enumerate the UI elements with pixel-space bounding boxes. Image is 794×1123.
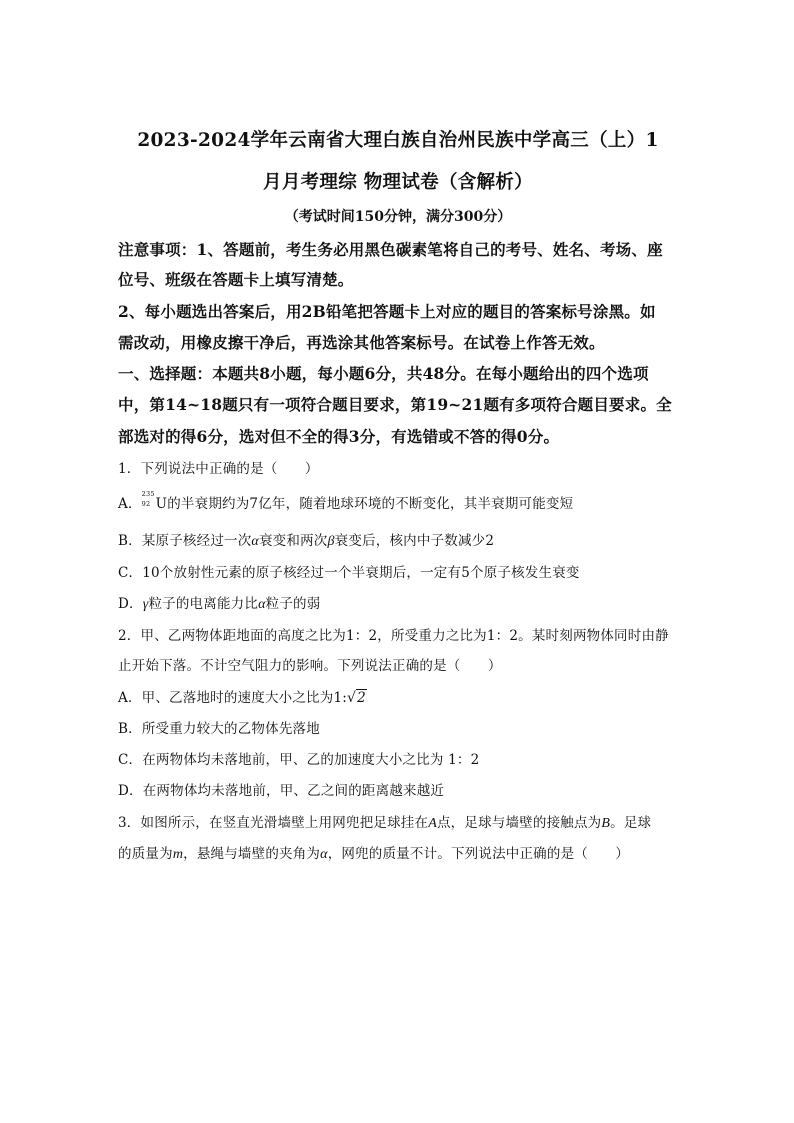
- alpha-symbol: α: [320, 847, 328, 862]
- q1-d-mid: 粒子的电离能力比: [148, 596, 259, 612]
- notes-line-2: 位号、班级在答题卡上填写清楚。: [118, 270, 354, 289]
- q3-l1-pre: 3．如图所示，在竖直光滑墙壁上用网兜把足球挂在: [118, 815, 429, 831]
- q2-option-a: [118, 686, 678, 706]
- sqrt-sign: √: [347, 690, 357, 706]
- sqrt-value: 2: [357, 690, 366, 706]
- q3-stem-line-2: [118, 842, 678, 863]
- q1-option-c: C．10个放射性元素的原子核经过一个半衰期后，一定有5个原子核发生衰变: [118, 565, 580, 581]
- q1-stem: 1．下列说法中正确的是（ ）: [118, 461, 319, 477]
- q1-a-text: 的半衰期约为7亿年，随着地球环境的不断变化，其半衰期可能变短: [167, 496, 574, 512]
- atomic-number: 92: [141, 500, 151, 508]
- beta-symbol: β: [327, 534, 335, 549]
- q1-option-a: [118, 492, 678, 512]
- section1-line-3: 部选对的得6分，选对但不全的得3分，有选错或不答的得0分。: [118, 427, 560, 446]
- q1-option-d: [118, 592, 678, 613]
- notes-line-3: 2、每小题选出答案后，用2B铅笔把答题卡上对应的题目的答案标号涂黑。如: [118, 302, 656, 321]
- gamma-symbol: γ: [142, 597, 149, 612]
- q2-stem-line-1: 2．甲、乙两物体距地面的高度之比为1：2，所受重力之比为1：2。某时刻两物体同时由静: [118, 628, 669, 644]
- q2-option-b: B．所受重力较大的乙物体先落地: [118, 721, 320, 737]
- q2-option-d: D．在两物体均未落地前，甲、乙之间的距离越来越近: [118, 783, 445, 799]
- q3-l2-pre: 的质量为: [118, 846, 173, 862]
- q3-stem-line-1: [118, 811, 678, 832]
- exam-info: （考试时间150分钟，满分300分）: [284, 209, 512, 225]
- notes-line-1: 注意事项：1、答题前，考生务必用黑色碳素笔将自己的考号、姓名、考场、座: [118, 240, 663, 259]
- q2-a-text: A．甲、乙落地时的速度大小之比为1:: [118, 690, 347, 706]
- mass-symbol: m: [172, 847, 184, 862]
- q1-d-prefix: D．: [118, 596, 143, 612]
- q1-b-mid: 衰变和两次: [258, 533, 328, 549]
- title-line-2: 月月考理综 物理试卷（含解析）: [263, 172, 533, 193]
- q1-a-prefix: A．: [118, 496, 142, 512]
- alpha-symbol: α: [251, 534, 259, 549]
- q1-d-suffix: 粒子的弱: [265, 596, 321, 612]
- q3-l2-mid: ，悬绳与墙壁的夹角为: [183, 846, 321, 862]
- q2-stem-line-2: 止开始下落。不计空气阻力的影响。下列说法正确的是（ ）: [118, 658, 502, 674]
- title-line-1: 2023-2024学年云南省大理白族自治州民族中学高三（上）1: [137, 130, 659, 151]
- q2-option-c: C．在两物体均未落地前，甲、乙的加速度大小之比为 1：2: [118, 752, 480, 768]
- q1-b-prefix: B．某原子核经过一次: [118, 533, 252, 549]
- q1-b-suffix: 衰变后，核内中子数减少2: [334, 533, 495, 549]
- point-a-label: A: [428, 816, 437, 831]
- element-symbol: U: [155, 496, 168, 512]
- uranium-isotope: [141, 490, 155, 509]
- alpha-symbol: α: [258, 597, 266, 612]
- q3-l1-post: 。足球: [610, 815, 652, 831]
- section1-line-1: 一、选择题：本题共8小题，每小题6分，共48分。在每小题给出的四个选项: [118, 364, 649, 383]
- point-b-label: B: [601, 816, 611, 831]
- mass-number: 235: [141, 490, 155, 498]
- q3-l1-mid: 点，足球与墙壁的接触点为: [436, 815, 602, 831]
- section1-line-2: 中，第14~18题只有一项符合题目要求，第19~21题有多项符合题目要求。全: [118, 395, 672, 414]
- q3-l2-post: ，网兜的质量不计。下列说法中正确的是（ ）: [327, 846, 630, 862]
- notes-line-4: 需改动，用橡皮擦干净后，再选涂其他答案标号。在试卷上作答无效。: [118, 333, 605, 352]
- q1-option-b: [118, 529, 678, 550]
